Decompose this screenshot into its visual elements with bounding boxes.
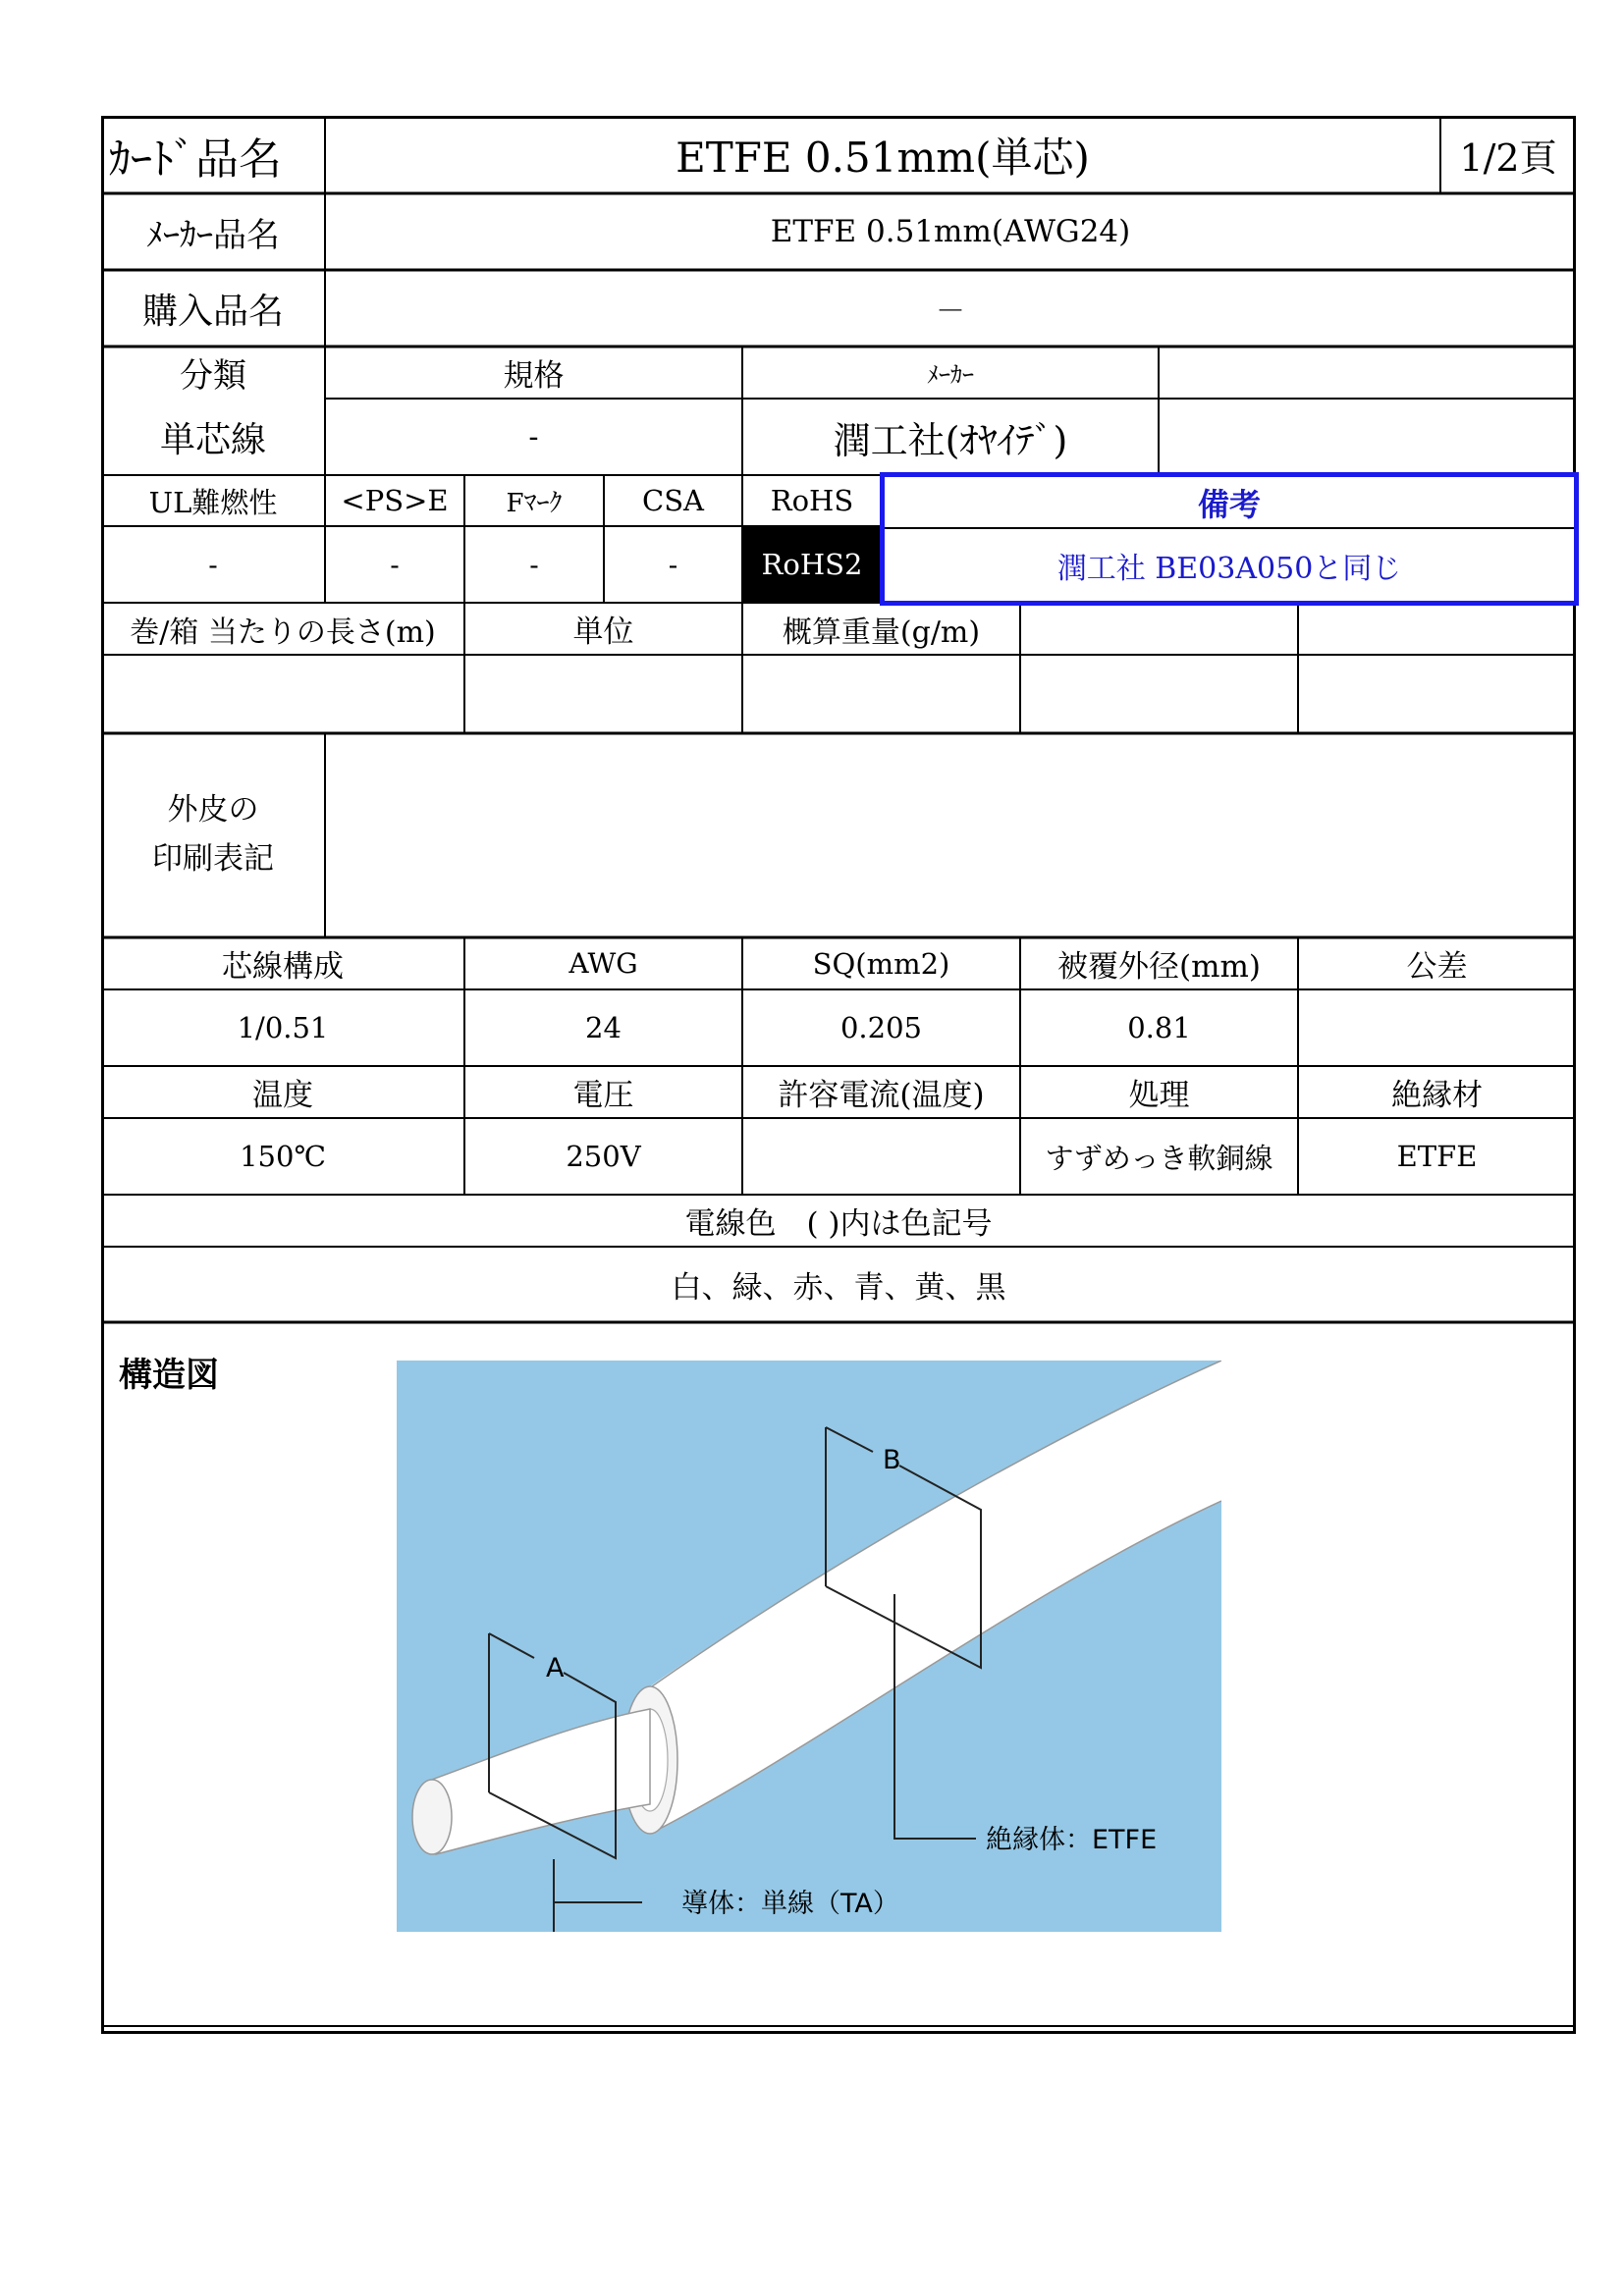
temp-label: 温度 — [252, 1078, 313, 1113]
csa-label: CSA — [642, 484, 704, 517]
standard-value: - — [528, 419, 539, 454]
od-label: 被覆外径(mm) — [1057, 949, 1261, 985]
category-value: 単芯線 — [159, 419, 266, 460]
wire-color-label: 電線色 ( )内は色記号 — [684, 1206, 993, 1242]
page-number: 1/2頁 — [1459, 136, 1557, 180]
od-value: 0.81 — [1127, 1011, 1191, 1044]
tol-label: 公差 — [1406, 949, 1468, 985]
insulation-value: ETFE — [1396, 1140, 1478, 1173]
card-name-label: ｶｰﾄﾞ品名 — [109, 133, 282, 185]
ul-label: UL難燃性 — [148, 485, 278, 519]
structure-title: 構造図 — [119, 1356, 219, 1395]
standard-label: 規格 — [503, 358, 565, 394]
label-a: A — [546, 1653, 565, 1683]
treatment-label: 処理 — [1128, 1078, 1190, 1113]
maker-label: ﾒｰｶｰ — [927, 361, 974, 389]
maker-name-label: ﾒｰｶｰ品名 — [146, 215, 280, 255]
sq-label: SQ(mm2) — [812, 946, 950, 981]
awg-value: 24 — [585, 1011, 622, 1044]
conductor-end — [412, 1780, 452, 1854]
ul-value: - — [208, 548, 218, 581]
insulator-label: 絶縁体：ETFE — [986, 1825, 1158, 1855]
marking-label-line2: 印刷表記 — [152, 841, 274, 877]
core-value: 1/0.51 — [237, 1011, 329, 1044]
conductor-label: 導体：単線（TA） — [681, 1889, 899, 1919]
voltage-label: 電圧 — [572, 1078, 634, 1113]
insulation-label: 絶縁材 — [1391, 1078, 1483, 1113]
unit-label: 単位 — [572, 614, 634, 650]
card-name-value: ETFE 0.51mm(単芯) — [676, 133, 1090, 182]
core-label: 芯線構成 — [222, 949, 344, 985]
current-label: 許容電流(温度) — [778, 1078, 985, 1113]
spec-sheet — [101, 116, 1576, 2034]
pse-value: - — [390, 548, 400, 581]
wire-color-value: 白、緑、赤、青、黄、黒 — [671, 1270, 1006, 1306]
csa-value: - — [668, 548, 678, 581]
maker-name-value: ETFE 0.51mm(AWG24) — [770, 214, 1131, 249]
sq-value: 0.205 — [839, 1011, 923, 1044]
structure-diagram — [397, 1361, 1221, 1932]
purchase-name-label: 購入品名 — [141, 291, 284, 332]
awg-label: AWG — [568, 947, 638, 980]
temp-value: 150℃ — [240, 1140, 326, 1173]
length-label: 巻/箱 当たりの長さ(m) — [130, 614, 436, 650]
category-label: 分類 — [180, 356, 246, 396]
marking-label-line1: 外皮の — [167, 792, 259, 828]
remarks-box — [880, 472, 1579, 606]
purchase-name-value: － — [936, 294, 965, 329]
weight-label: 概算重量(g/m) — [782, 614, 981, 650]
remarks-label: 備考 — [885, 477, 1574, 529]
voltage-value: 250V — [566, 1140, 641, 1173]
fmark-label: Fﾏｰｸ — [506, 488, 563, 518]
pse-label: <PS>E — [341, 484, 449, 517]
maker-value: 潤工社(ｵﾔｲﾃﾞ) — [833, 418, 1068, 462]
marking-label — [101, 733, 325, 937]
rohs-label: RoHS — [770, 484, 854, 517]
treatment-value: すずめっき軟銅線 — [1045, 1141, 1273, 1175]
label-b: B — [883, 1445, 901, 1475]
rohs-value: RoHS2 — [743, 527, 881, 602]
fmark-value: - — [529, 548, 539, 581]
remarks-value: 潤工社 BE03A050と同じ — [1056, 551, 1402, 586]
